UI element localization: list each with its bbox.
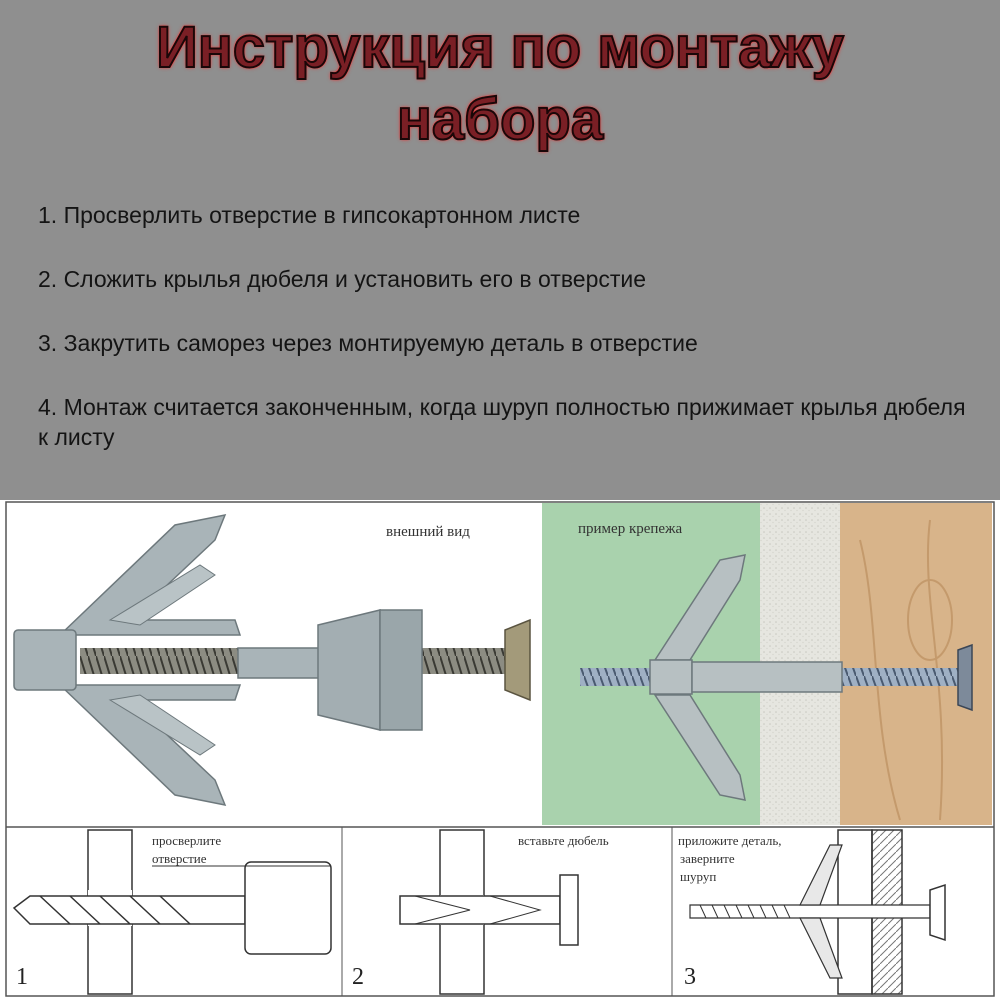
step-3: 3. Закрутить саморез через монтируемую деталь в отверстие	[38, 330, 698, 356]
screw-head	[505, 620, 530, 700]
stage-1-number: 1	[16, 964, 28, 990]
illustration-panel	[0, 500, 1000, 1000]
steps-list	[38, 200, 968, 486]
step-2: 2. Сложить крылья дюбеля и установить его в отверстие	[38, 266, 647, 292]
stage-2-label: вставьте дюбель	[518, 833, 609, 848]
example-label: пример крепежа	[578, 521, 683, 537]
stage-3-label-line-1: приложите деталь,	[678, 833, 782, 848]
title-line-2: набора	[396, 87, 604, 152]
dowel-flange	[380, 610, 422, 730]
title-line-1: Инструкция по монтажу	[156, 15, 844, 80]
instruction-header-panel	[0, 0, 1000, 500]
example-dowel-tip	[650, 660, 692, 694]
page-title	[0, 12, 1000, 156]
stage-3-screw-head	[930, 885, 945, 940]
dowel-sleeve	[238, 648, 328, 678]
exterior-view-label: внешний вид	[386, 524, 470, 540]
stage-3-label-line-2: заверните	[680, 851, 735, 866]
mounting-example	[542, 503, 992, 825]
drill-chuck	[245, 862, 331, 954]
stage-2-dowel-flange	[560, 875, 578, 945]
stage-1-label-line-2: отверстие	[152, 851, 207, 866]
step-4: 4. Монтаж считается законченным, когда шуруп полностью прижимает крылья дюбеля к листу	[38, 394, 966, 450]
stage-1-label-line-1: просверлите	[152, 833, 222, 848]
stage-2-dowel	[400, 896, 560, 924]
stage-3-screw-shank	[690, 905, 930, 918]
installation-illustration	[0, 500, 1000, 1000]
example-dowel-body	[692, 662, 842, 692]
stage-3-label-line-3: шуруп	[680, 869, 717, 884]
step-1: 1. Просверлить отверстие в гипсокартонном листе	[38, 202, 581, 228]
example-screw-head	[958, 645, 972, 710]
stage-3-number: 3	[684, 964, 696, 990]
stage-2-number: 2	[352, 964, 364, 990]
dowel-tip	[14, 630, 76, 690]
drill-bit	[14, 896, 245, 924]
dowel-collar	[318, 610, 380, 730]
